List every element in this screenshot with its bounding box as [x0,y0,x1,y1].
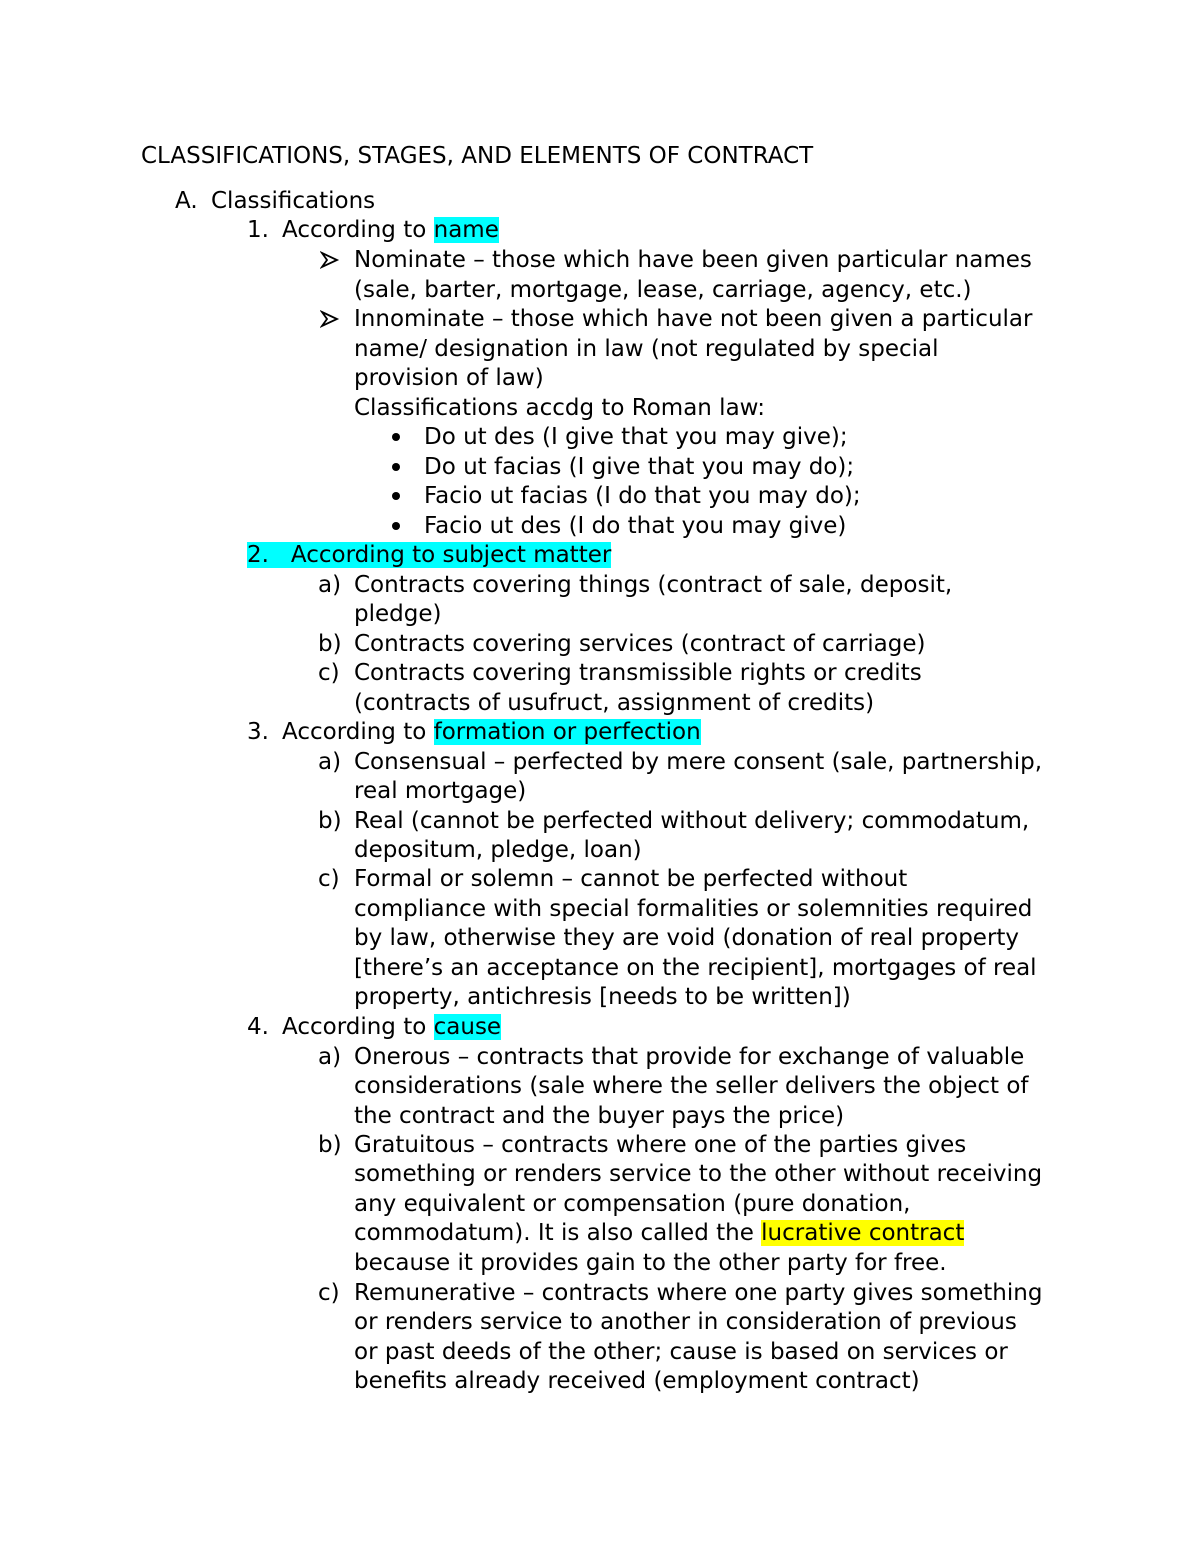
sub-item-line: Onerous – contracts that provide for exchange of valuable [354,1044,1025,1070]
sub-item-line: the contract and the buyer pays the price) [354,1103,845,1129]
sub-item-line: property, antichresis [needs to be written]) [354,984,851,1010]
sub-marker: a) [318,749,342,775]
bullet-icon [392,463,400,471]
item-4-prefix: According to [282,1014,434,1040]
bullet-icon [392,492,400,500]
sub-item-line: Real (cannot be perfected without delivery; commodatum, [354,808,1030,834]
sub-marker: b) [318,1132,342,1158]
sub-item-line: Formal or solemn – cannot be perfected without [354,866,908,892]
roman-law-label: Classifications accdg to Roman law: [354,395,765,421]
sub-marker: c) [318,866,340,892]
sub-item-line: benefits already received (employment contract) [354,1368,920,1394]
sub-item-line: real mortgage) [354,778,527,804]
sub-marker: c) [318,660,340,686]
item-1-highlight: name [433,217,499,243]
sub-item-line: pledge) [354,601,442,627]
sub-item-line: [there’s an acceptance on the recipient], mortgages of real [354,955,1037,981]
bullet-icon [392,522,400,530]
roman-law-item: Do ut des (I give that you may give); [424,424,848,450]
innominate-line-1: Innominate – those which have not been given a particular [354,306,1033,332]
innominate-line-2: name/ designation in law (not regulated by special [354,336,939,362]
sub-item-line: Gratuitous – contracts where one of the parties gives [354,1132,967,1158]
sub-item-line: compliance with special formalities or solemnities required [354,896,1033,922]
sub-item-line: considerations (sale where the seller delivers the object of [354,1073,1029,1099]
sub-item-line: Contracts covering transmissible rights or credits [354,660,922,686]
sub-item-line: or renders service to another in consideration of previous [354,1309,1017,1335]
sub-item-line: Contracts covering services (contract of carriage) [354,631,926,657]
item-3-highlight: formation or perfection [433,719,701,745]
item-2-heading [247,540,611,570]
item-3-marker: 3. [247,719,269,745]
item-2-marker: 2. [247,542,291,568]
item-4-highlight: cause [433,1014,502,1040]
section-a-heading: Classifications [211,188,376,214]
item-3-heading [282,717,701,747]
section-a-marker: A. [175,188,198,214]
arrow-bullet-icon [320,304,340,334]
sub-item-line: Remunerative – contracts where one party gives something [354,1280,1043,1306]
sub-item-line: by law, otherwise they are void (donation of real property [354,925,1020,951]
document-title: CLASSIFICATIONS, STAGES, AND ELEMENTS OF CONTRACT [141,143,814,169]
item-2-highlight: According to subject matter [290,542,612,568]
bullet-icon [392,433,400,441]
sub-item-line: any equivalent or compensation (pure donation, [354,1191,911,1217]
sub-marker: a) [318,1044,342,1070]
sub-item-line [354,1218,964,1248]
item-1-prefix: According to [282,217,434,243]
lucrative-highlight: lucrative contract [761,1220,965,1246]
nominate-line-1: Nominate – those which have been given particular names [354,247,1032,273]
nominate-line-2: (sale, barter, mortgage, lease, carriage, agency, etc.) [354,277,972,303]
sub-item-line: Contracts covering things (contract of sale, deposit, [354,572,953,598]
sub-marker: b) [318,631,342,657]
sub-item-line: or past deeds of the other; cause is based on services or [354,1339,1008,1365]
lucrative-prefix: commodatum). It is also called the [354,1220,762,1246]
item-3-prefix: According to [282,719,434,745]
arrow-bullet-icon [320,245,340,275]
item-4-heading [282,1012,501,1042]
sub-item-line: (contracts of usufruct, assignment of credits) [354,690,875,716]
item-1-marker: 1. [247,217,269,243]
sub-marker: a) [318,572,342,598]
item-4-marker: 4. [247,1014,269,1040]
sub-item-line: something or renders service to the other without receiving [354,1161,1043,1187]
sub-item-line: because it provides gain to the other party for free. [354,1250,947,1276]
sub-item-line: Consensual – perfected by mere consent (sale, partnership, [354,749,1043,775]
roman-law-item: Facio ut des (I do that you may give) [424,513,847,539]
item-1-heading [282,215,499,245]
sub-marker: c) [318,1280,340,1306]
roman-law-item: Facio ut facias (I do that you may do); [424,483,861,509]
roman-law-item: Do ut facias (I give that you may do); [424,454,855,480]
sub-marker: b) [318,808,342,834]
innominate-line-3: provision of law) [354,365,544,391]
sub-item-line: depositum, pledge, loan) [354,837,642,863]
